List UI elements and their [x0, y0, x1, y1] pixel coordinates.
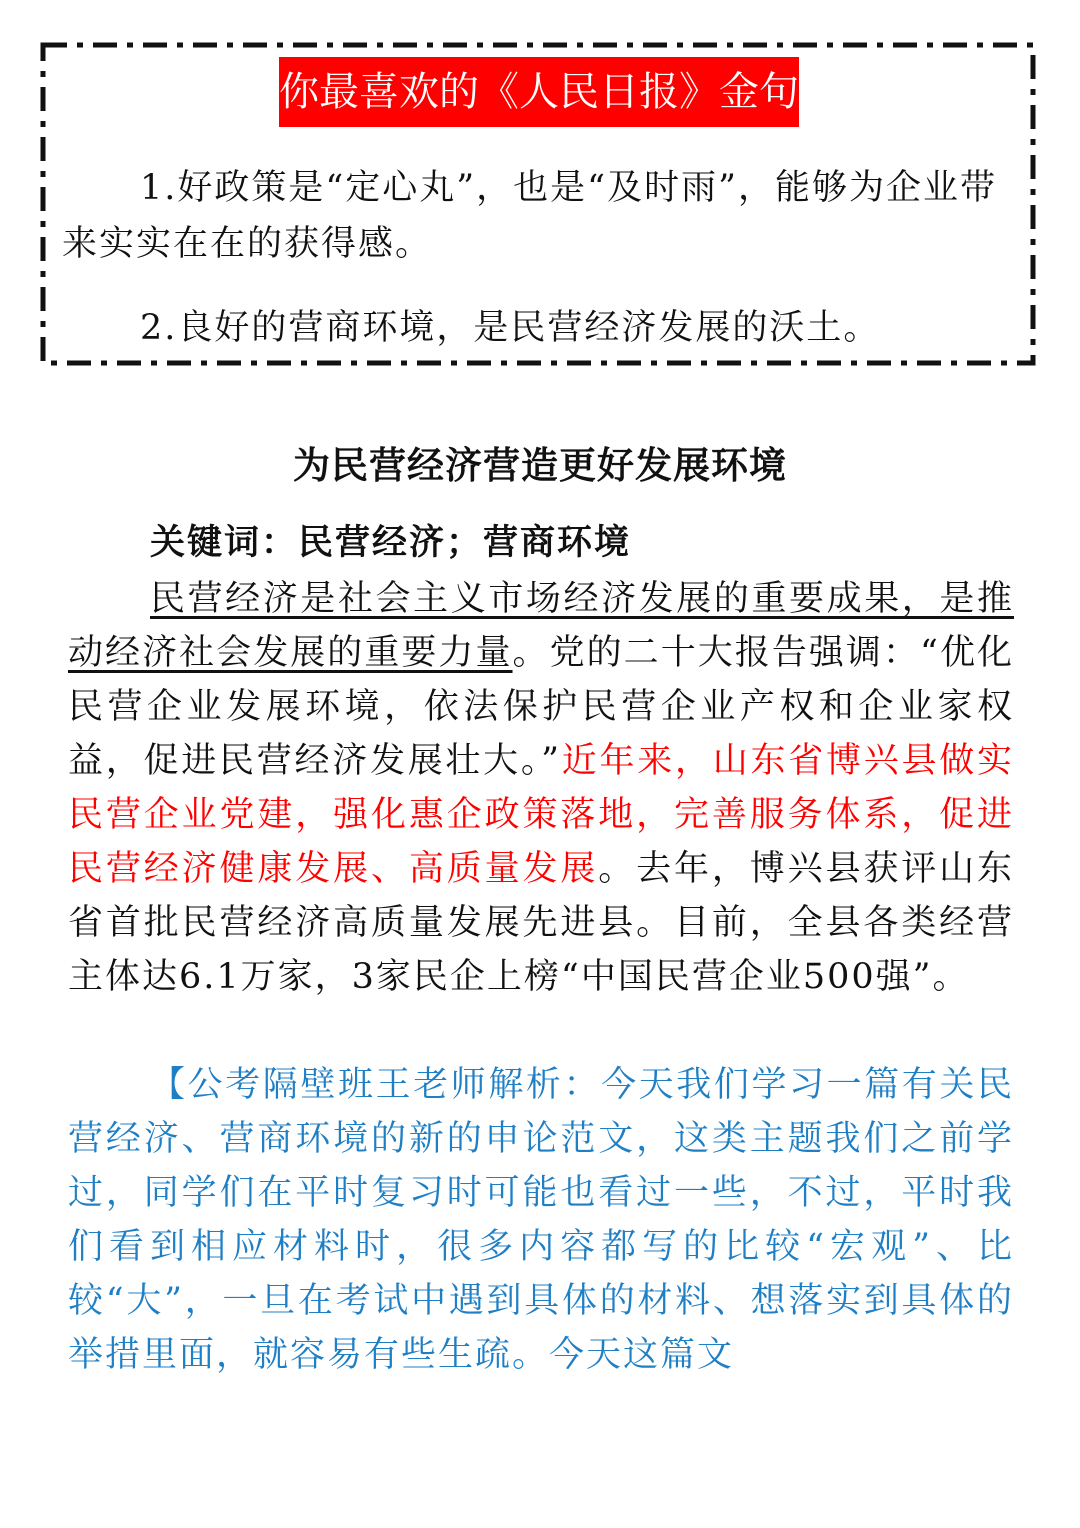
- article-keywords: 关键词：民营经济；营商环境: [150, 522, 632, 563]
- article-paragraph-1: [68, 572, 1014, 1004]
- paragraph-1-tail: 。去年，博兴县获评山东省首批民营经济高质量发展先进县。目前，全县各类经营主体达6.1万家，3家民企上榜“中国民营企业500强”。: [68, 849, 1014, 997]
- quote-item-1: 1.好政策是“定心丸”，也是“及时雨”，能够为企业带来实实在在的获得感。: [62, 168, 997, 264]
- quote-box-title: 你最喜欢的《人民日报》金句: [279, 57, 799, 127]
- paragraph-1-quote: 。党的二十大报告强调：“优化民营企业发展环境，依法保护民营企业产权和企业家权益，促进民营经济发展壮大。”: [68, 633, 1014, 781]
- quote-item-2: 2.良好的营商环境，是民营经济发展的沃土。: [140, 308, 881, 348]
- article-title: 为民营经济营造更好发展环境: [293, 443, 787, 487]
- underlined-lead-sentence: 民营经济是社会主义市场经济发展的重要成果，是推动经济社会发展的重要力量: [68, 579, 1014, 673]
- analysis-paragraph: 【公考隔壁班王老师解析：今天我们学习一篇有关民营经济、营商环境的新的申论范文，这类主题我们之前学过，同学们在平时复习时可能也看过一些，不过，平时我们看到相应材料时，很多内容都写的比较“宏观”、比较“大”，一旦在考试中遇到具体的材料、想落实到具体的举措里面，就容易有些生疏。今天这篇文: [68, 1065, 1014, 1375]
- highlighted-red-text: 近年来，山东省博兴县做实民营企业党建，强化惠企政策落地，完善服务体系，促进民营经济健康发展、高质量发展: [68, 741, 1014, 889]
